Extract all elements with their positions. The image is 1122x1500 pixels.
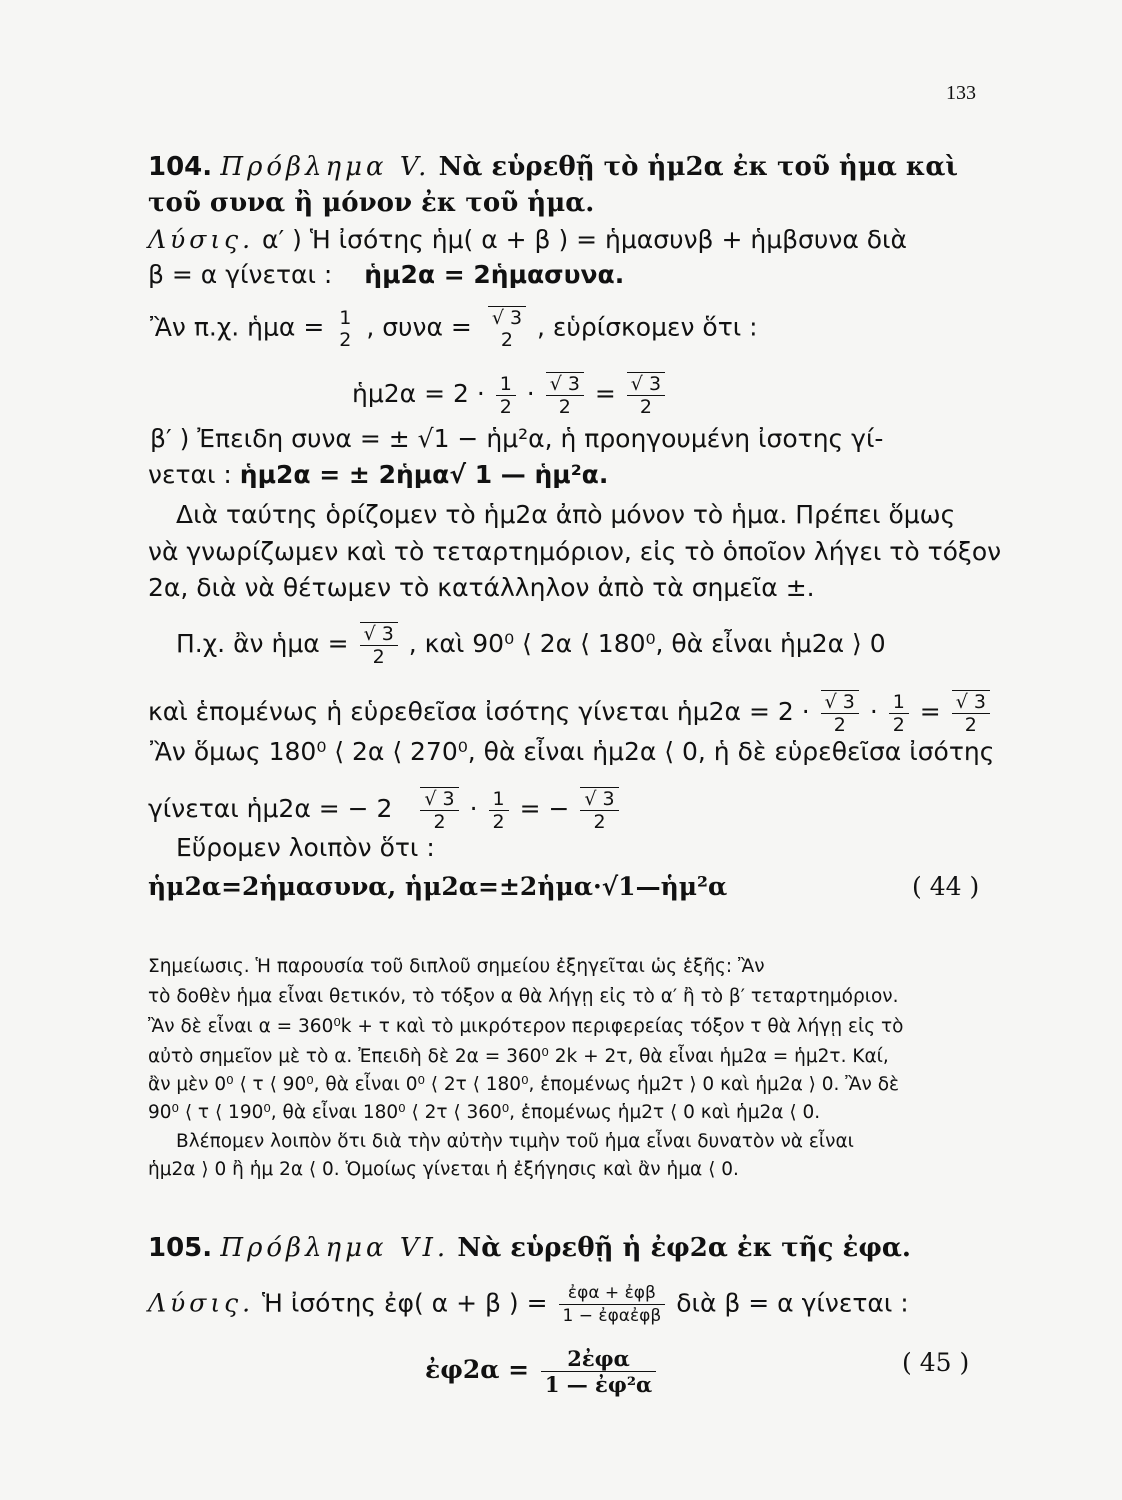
solution-label: Λύσις. [148,225,255,254]
example-prefix: Ἂν π.χ. ἡμα = [150,312,325,342]
solution-a-line2-text: β = α γίνεται : [148,260,333,289]
example-line [150,306,758,351]
problem-105-line1-prefix: Ἡ ἰσότης ἐφ( α + β ) = [262,1288,548,1318]
ginetai-frac-half: $\frac{1}{2}$ [489,788,509,833]
problem-104-heading [148,152,958,182]
solution-a-line2 [148,260,624,290]
solution-a-line [148,225,907,255]
tan-double-fraction [541,1346,656,1397]
fraction-sqrt3-half: √ 3 2 [488,306,526,351]
page-number: 133 [946,82,976,104]
calc-lhs: ἡμ2α = 2 · [352,379,485,408]
solution-b-result: ἡμ2α = ± 2ἡμα√ 1 — ἡμ²α. [239,460,609,489]
note-line-5: ἂν μὲν 0⁰ ⟨ τ ⟨ 90⁰, θὰ εἶναι 0⁰ ⟨ 2τ ⟨ 180⁰, ἑπομένως ἡμ2τ ⟩ 0 καὶ ἡμ2α ⟩ 0. Ἂν δὲ [148,1074,900,1095]
paragraph-line-2: νὰ γνωρίζωμεν καὶ τὸ τεταρτημόριον, εἰς τὸ ὁποῖον λήγει τὸ τόξον [148,537,1002,566]
equation-number-44: ( 44 ) [912,872,980,901]
note-line-7: Βλέπομεν λοιπὸν ὅτι διὰ τὴν αὐτὴν τιμὴν τοῦ ἡμα εἶναι δυνατὸν νὰ εἶναι [176,1131,854,1152]
tan-double-numerator: 2ἐφα [541,1346,656,1372]
ginetai-prefix: γίνεται ἡμ2α = − 2 [148,794,393,823]
example-px-line [176,622,886,668]
problem-105-number: 105. [148,1233,213,1263]
fraction-one-half: 1 2 [339,306,352,351]
px-suffix: , καὶ 90⁰ ⟨ 2α ⟨ 180⁰, θὰ εἶναι ἡμ2α ⟩ 0 [408,629,886,658]
problem-105-result [425,1346,659,1397]
kai-eq: = [919,697,941,726]
problem-105-line1-suffix: διὰ β = α γίνεται : [676,1288,909,1318]
calc-frac-one-half: $\frac{1}{2}$ [496,373,516,418]
problem-104-number: 104. [148,152,213,182]
equation-number-45: ( 45 ) [902,1348,970,1377]
solution-b-line1: β′ ) Ἐπειδη συνα = ± √1 − ἡμ²α, ἡ προηγουμένη ἰσοτης γί- [150,424,884,453]
summary-formula: ἡμ2α=2ἡμασυνα, ἡμ2α=±2ἡμα·√1—ἡμ²α [148,872,728,901]
px-frac-sqrt3: $\frac{√ 3}{2}$ [360,622,398,668]
result-lhs: ἐφ2α = [425,1355,530,1384]
note-line-6: 90⁰ ⟨ τ ⟨ 190⁰, θὰ εἶναι 180⁰ ⟨ 2τ ⟨ 360⁰, ἑπομένως ἡμ2τ ⟨ 0 καὶ ἡμ2α ⟨ 0. [148,1102,821,1123]
solution-a-result: ἡμ2α = 2ἡμασυνα. [364,260,625,289]
solution-a-intro: α′ ) Ἡ ἰσότης ἡμ( α + β ) = ἡμασυνβ + ἡμβσυνα διὰ [262,225,907,254]
problem-105-solution-label: Λύσις. [148,1288,255,1318]
ginetai-frac-result: $\frac{√ 3}{2}$ [580,787,618,833]
example-suffix: , εὑρίσκομεν ὅτι : [537,312,758,342]
tan-sum-denominator: 1 − ἐφαἐφβ [562,1306,662,1326]
euromen-line: Εὕρομεν λοιπὸν ὅτι : [176,833,435,862]
kai-frac-sqrt3: $\frac{√ 3}{2}$ [821,690,859,736]
kai-dot: · [869,697,878,726]
note-line-1: Σημείωσις. Ἡ παρουσία τοῦ διπλοῦ σημείου ἐξηγεῖται ὡς ἑξῆς: Ἂν [148,956,765,977]
problem-104-label: Πρόβλημα V. [220,152,431,182]
solution-b-line2 [148,460,608,490]
kai-prefix: καὶ ἑπομένως ἡ εὑρεθεῖσα ἰσότης γίνεται ἡμ2α = 2 · [148,697,810,726]
kai-frac-half: $\frac{1}{2}$ [889,691,909,736]
calc-frac-result: $\frac{√ 3}{2}$ [627,372,665,418]
problem-104-title-cont: τοῦ συνα ἢ μόνον ἐκ τοῦ ἡμα. [148,188,595,218]
tan-double-denominator: 1 — ἐφ²α [544,1372,653,1397]
ginetai-frac-sqrt3: $\frac{√ 3}{2}$ [420,787,458,833]
an-omos-line: Ἂν ὅμως 180⁰ ⟨ 2α ⟨ 270⁰, θὰ εἶναι ἡμ2α ⟨ 0, ἡ δὲ εὑρεθεῖσα ἰσότης [150,737,995,766]
tan-sum-numerator: ἐφα + ἐφβ [559,1282,666,1305]
ginetai-dot: · [469,794,478,823]
calc-dot: · [526,379,535,408]
problem-105-title: Νὰ εὑρεθῇ ἡ ἐφ2α ἐκ τῆς ἐφα. [457,1233,911,1263]
problem-105-label: Πρόβλημα VI. [220,1233,450,1263]
ginetai-line [148,787,622,833]
tan-sum-fraction [559,1282,666,1327]
note-line-4: αὐτὸ σημεῖον μὲ τὸ α. Ἐπειδὴ δὲ 2α = 360⁰ 2k + 2τ, θὰ εἶναι ἡμ2α = ἡμ2τ. Καί, [148,1046,889,1067]
kai-line [148,690,993,736]
calc-line [352,372,668,418]
note-line-3: Ἂν δὲ εἶναι α = 360⁰k + τ καὶ τὸ μικρότερον περιφερείας τόξον τ θὰ λήγῃ εἰς τὸ [148,1016,904,1037]
calc-eq: = [594,379,616,408]
solution-b-prefix: νεται : [148,460,232,489]
problem-104-title: Νὰ εὑρεθῇ τὸ ἡμ2α ἐκ τοῦ ἡμα καὶ [438,152,958,182]
note-line-8: ἡμ2α ⟩ 0 ἢ ἡμ 2α ⟨ 0. Ὁμοίως γίνεται ἡ ἐξήγησις καὶ ἂν ἡμα ⟨ 0. [148,1159,739,1180]
calc-frac-sqrt3: $\frac{√ 3}{2}$ [546,372,584,418]
paragraph-line-1: Διὰ ταύτης ὁρίζομεν τὸ ἡμ2α ἀπὸ μόνον τὸ ἡμα. Πρέπει ὅμως [176,500,956,529]
paragraph-line-3: 2α, διὰ νὰ θέτωμεν τὸ κατάλληλον ἀπὸ τὰ σημεῖα ±. [148,573,815,602]
note-line-2: τὸ δοθὲν ἡμα εἶναι θετικόν, τὸ τόξον α θὰ λήγῃ εἰς τὸ α′ ἢ τὸ β′ τεταρτημόριον. [148,986,899,1007]
problem-105-heading [148,1233,911,1263]
example-mid: , συνα = [366,312,472,342]
ginetai-eqminus: = − [519,794,570,823]
kai-frac-result: $\frac{√ 3}{2}$ [952,690,990,736]
px-prefix: Π.χ. ἂν ἡμα = [176,629,349,658]
problem-105-solution-line [148,1282,909,1327]
